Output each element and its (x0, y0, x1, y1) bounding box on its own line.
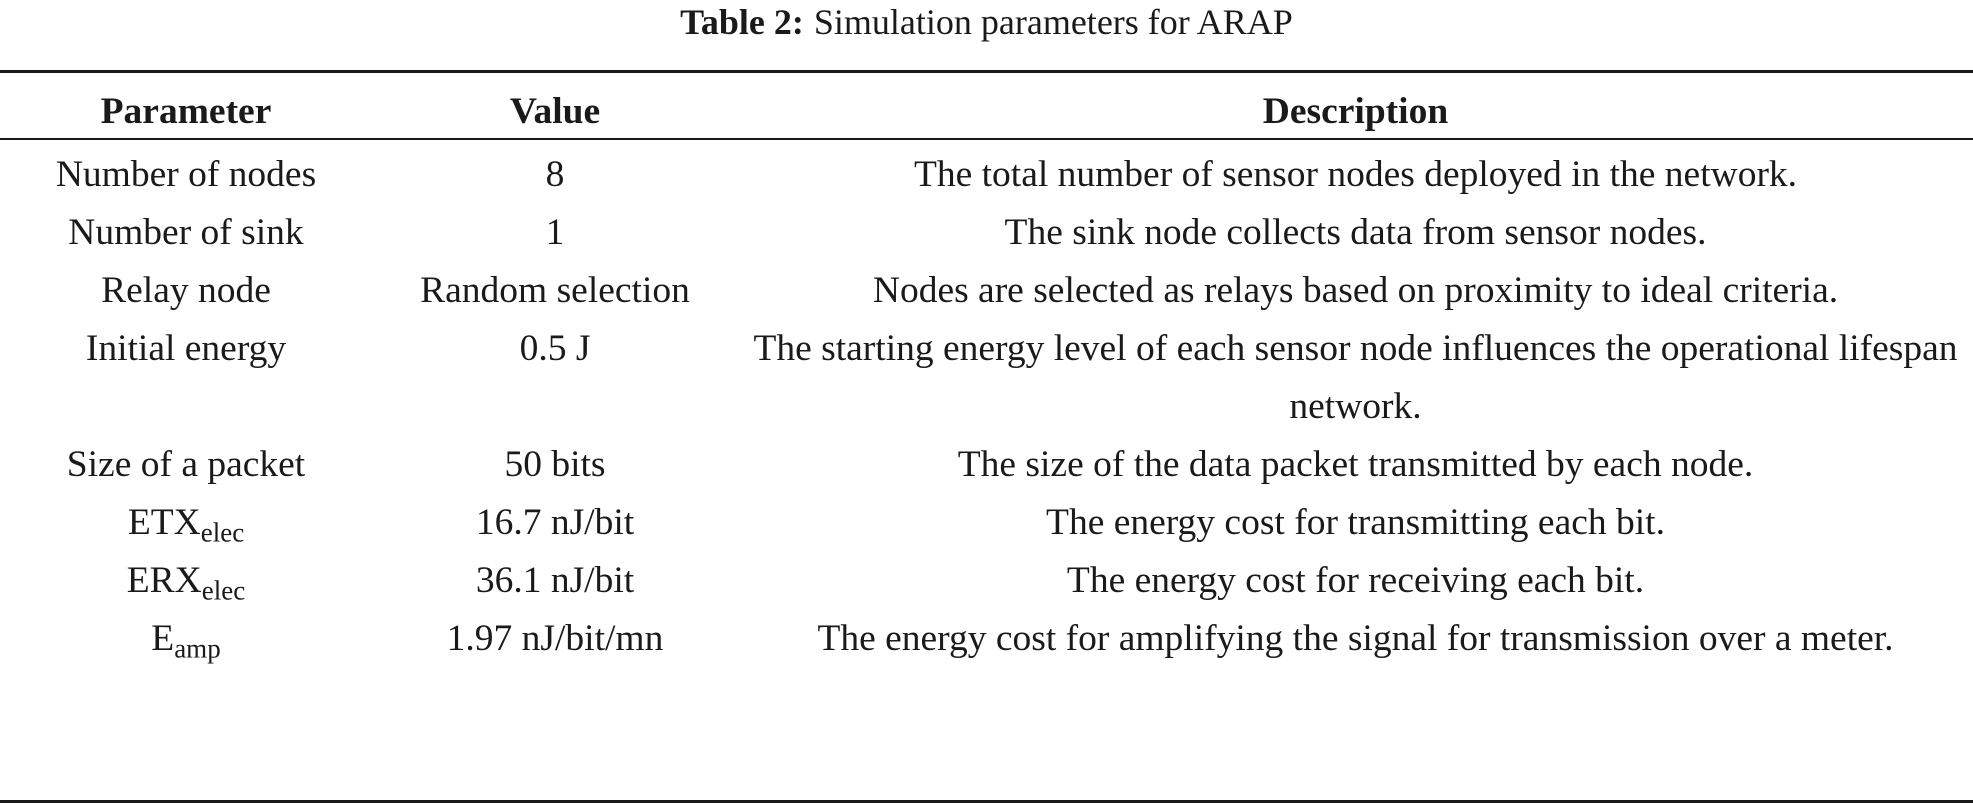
param-cell (0, 320, 372, 436)
param-cell (0, 204, 372, 262)
param-cell (0, 140, 372, 204)
value-cell: 1 (545, 212, 565, 253)
value-cell: 8 (545, 154, 565, 195)
param-name: Size of a packet (66, 444, 306, 485)
param-name: ETX (127, 502, 201, 543)
param-name: ERX (126, 560, 202, 601)
description-cell: The energy cost for transmitting each bit. (1046, 502, 1665, 543)
param-name: Initial energy (85, 328, 287, 369)
caption-text: Simulation parameters for ARAP (813, 2, 1293, 42)
param-subscript: amp (174, 633, 221, 664)
header-value: Value (509, 91, 601, 132)
value-cell: 50 bits (504, 444, 606, 485)
param-name: E (151, 618, 175, 659)
table-row (0, 262, 1973, 320)
table-row (0, 552, 1973, 610)
value-cell: 1.97 nJ/bit/mn (446, 618, 664, 659)
param-subscript: elec (200, 517, 245, 548)
parameters-table (0, 84, 1973, 668)
description-cell: The starting energy level of each sensor node influences the operational lifespan network. (753, 328, 1958, 427)
description-cell: The sink node collects data from sensor nodes. (1004, 212, 1707, 253)
table-row (0, 436, 1973, 494)
description-cell: The energy cost for receiving each bit. (1066, 560, 1645, 601)
header-parameter: Parameter (100, 91, 272, 132)
description-cell: Nodes are selected as relays based on proximity to ideal criteria. (872, 270, 1839, 311)
param-name: Relay node (101, 270, 271, 311)
value-cell: 16.7 nJ/bit (475, 502, 635, 543)
param-name: Number of nodes (55, 154, 317, 195)
bottom-rule (0, 800, 1973, 803)
param-cell (0, 494, 372, 552)
description-cell: The energy cost for amplifying the signal for transmission over a meter. (817, 618, 1894, 659)
description-cell: The total number of sensor nodes deployed in the network. (913, 154, 1798, 195)
param-cell (0, 262, 372, 320)
param-name: Number of sink (68, 212, 304, 253)
table-row (0, 494, 1973, 552)
table-row (0, 320, 1973, 436)
description-cell: The size of the data packet transmitted by each node. (957, 444, 1754, 485)
table-row (0, 204, 1973, 262)
value-cell: Random selection (420, 270, 690, 311)
header-description: Description (1262, 91, 1449, 132)
caption-label: Table 2: (680, 2, 804, 42)
table-caption (0, 0, 1973, 44)
param-cell (0, 610, 372, 668)
table-row (0, 610, 1973, 668)
top-rule (0, 70, 1973, 73)
value-cell: 0.5 J (519, 328, 591, 369)
param-cell (0, 552, 372, 610)
table-row (0, 140, 1973, 204)
value-cell: 36.1 nJ/bit (475, 560, 635, 601)
param-cell (0, 436, 372, 494)
header-row (0, 84, 1973, 140)
param-subscript: elec (201, 575, 246, 606)
